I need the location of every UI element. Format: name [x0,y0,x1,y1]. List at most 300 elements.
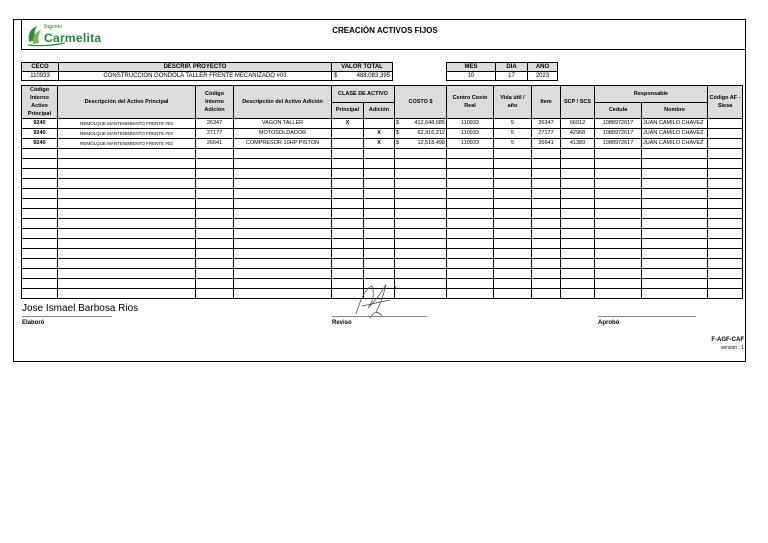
empty-cell [196,269,234,279]
empty-cell [642,289,708,299]
empty-cell [708,209,743,219]
empty-cell [332,239,364,249]
aprobo-label: Aprobó [598,320,620,326]
empty-cell [494,219,532,229]
cell-codigo-adicion: 26347 [196,119,234,129]
empty-cell [332,179,364,189]
empty-cell [22,179,58,189]
empty-cell [561,189,595,199]
empty-cell [494,249,532,259]
empty-cell [595,259,642,269]
empty-cell [22,159,58,169]
empty-cell [447,279,494,289]
empty-cell [22,209,58,219]
empty-cell [642,219,708,229]
empty-cell [532,169,561,179]
empty-cell [364,209,395,219]
col-scp: SCP / SCS [561,86,595,119]
cell-item: 27177 [532,129,561,139]
assets-table [21,85,743,299]
empty-cell [332,199,364,209]
col-responsable: Responsable [595,86,708,103]
empty-cell [234,229,332,239]
form-version: version : 1 [720,345,744,351]
empty-cell [58,169,196,179]
empty-cell [22,269,58,279]
mes-label: MES [447,63,496,72]
col-desc-principal: Descripción del Activo Principal [58,86,196,119]
empty-cell [196,179,234,189]
empty-cell [364,169,395,179]
cell-item: 26641 [532,139,561,149]
cell-currency: $ [396,120,400,126]
cell-af [708,119,743,129]
cell-adicion: X [364,129,395,139]
cell-desc-adicion: COMPRESOR 10HP PISTON [234,139,332,149]
empty-cell [234,269,332,279]
empty-cell [708,169,743,179]
empty-cell [532,179,561,189]
col-vida: Vida útil / año [494,86,532,119]
cell-currency: $ [396,130,400,136]
cell-desc: REMOLQUE MANTENIMIENTO FRENTE #03 [58,119,196,129]
empty-cell [22,149,58,159]
ceco-value: 110933 [22,72,59,81]
col-item: Item [532,86,561,119]
empty-cell [494,179,532,189]
cell-cedula: 1088972617 [595,119,642,129]
table-row [22,139,743,149]
empty-cell [494,209,532,219]
empty-cell [58,259,196,269]
empty-row [22,219,743,229]
cell-cedula: 1088972617 [595,139,642,149]
empty-cell [447,249,494,259]
empty-cell [595,249,642,259]
cell-centro: 110933 [447,119,494,129]
aprobo-line [598,316,696,317]
cell-desc: REMOLQUE MANTENIMIENTO FRENTE #03 [58,139,196,149]
empty-cell [595,219,642,229]
empty-cell [494,239,532,249]
empty-cell [532,159,561,169]
empty-cell [234,149,332,159]
cell-vida: 5 [494,139,532,149]
empty-cell [395,259,447,269]
empty-row [22,179,743,189]
empty-cell [494,199,532,209]
anio-label: AÑO [528,63,558,72]
empty-cell [708,269,743,279]
cell-scp: 66012 [561,119,595,129]
empty-cell [332,259,364,269]
empty-cell [234,239,332,249]
empty-cell [395,199,447,209]
cell-codigo: 9240 [22,139,58,149]
col-codigo-adicion: Código Interno Adición [196,86,234,119]
empty-cell [561,219,595,229]
empty-cell [561,289,595,299]
empty-cell [196,249,234,259]
col-nombre: Nombre [642,102,708,119]
empty-cell [364,149,395,159]
dia-label: DÍA [496,63,528,72]
empty-cell [58,199,196,209]
col-codigo-principal: Código Interno Activo Principal [22,86,58,119]
empty-cell [447,229,494,239]
empty-row [22,159,743,169]
empty-cell [708,279,743,289]
cell-centro: 110933 [447,139,494,149]
cell-currency: $ [396,140,400,146]
empty-cell [708,249,743,259]
empty-cell [561,269,595,279]
empty-cell [196,229,234,239]
cell-codigo-adicion: 27177 [196,129,234,139]
empty-cell [234,199,332,209]
empty-cell [395,149,447,159]
elaboro-label: Elaboró [22,320,45,326]
valor-currency: $ [332,72,343,81]
empty-cell [234,219,332,229]
empty-cell [447,269,494,279]
empty-cell [234,259,332,269]
empty-cell [332,229,364,239]
elaboro-name: Jose Ismael Barbosa Rios [22,303,139,314]
empty-cell [708,149,743,159]
valor-label: VALOR TOTAL [332,63,393,72]
cell-nombre: JUAN CAMILO CHAVEZ [642,139,708,149]
cell-costo-value: 62,916,212 [417,130,445,136]
col-adicion: Adición [364,102,395,119]
cell-item: 26347 [532,119,561,129]
empty-cell [395,229,447,239]
col-centro: Centro Costo Real [447,86,494,119]
empty-row [22,239,743,249]
cell-adicion: X [364,139,395,149]
empty-cell [395,209,447,219]
empty-cell [234,279,332,289]
empty-cell [532,269,561,279]
empty-cell [642,279,708,289]
cell-principal [332,129,364,139]
empty-cell [364,269,395,279]
empty-cell [196,219,234,229]
empty-row [22,249,743,259]
empty-cell [58,209,196,219]
empty-cell [364,219,395,229]
empty-cell [447,259,494,269]
empty-cell [58,289,196,299]
date-table [446,62,558,81]
empty-cell [364,189,395,199]
project-info-table [21,62,393,81]
empty-cell [642,159,708,169]
empty-cell [234,159,332,169]
empty-cell [532,249,561,259]
empty-row [22,209,743,219]
empty-cell [332,209,364,219]
cell-nombre: JUAN CAMILO CHAVEZ [642,119,708,129]
cell-desc-adicion: VAGON TALLER [234,119,332,129]
cell-desc: REMOLQUE MANTENIMIENTO FRENTE #03 [58,129,196,139]
empty-cell [196,289,234,299]
empty-cell [332,159,364,169]
empty-cell [22,239,58,249]
col-cedula: Cedula [595,102,642,119]
cell-af [708,129,743,139]
empty-cell [561,229,595,239]
empty-cell [642,259,708,269]
empty-cell [22,189,58,199]
empty-cell [595,269,642,279]
empty-row [22,169,743,179]
table-row [22,129,743,139]
empty-row [22,259,743,269]
empty-cell [234,209,332,219]
cell-principal: X [332,119,364,129]
empty-cell [58,249,196,259]
proyecto-value: CONSTRUCCION GONDOLA TALLER FRENTE MECANIZADO #03 [59,72,332,81]
empty-cell [332,219,364,229]
empty-cell [494,149,532,159]
empty-cell [561,209,595,219]
empty-cell [364,259,395,269]
cell-centro: 110933 [447,129,494,139]
empty-cell [595,279,642,289]
mes-value: 10 [447,72,496,81]
empty-cell [234,169,332,179]
empty-cell [532,229,561,239]
empty-cell [561,159,595,169]
empty-cell [532,279,561,289]
cell-cedula: 1088972617 [595,129,642,139]
empty-cell [58,219,196,229]
empty-cell [447,179,494,189]
empty-cell [395,239,447,249]
col-desc-adicion: Descripción del Activo Adición [234,86,332,119]
cell-costo [395,139,447,149]
empty-cell [494,189,532,199]
empty-cell [364,229,395,239]
empty-cell [561,279,595,289]
empty-cell [561,249,595,259]
cell-costo-value: 412,648,685 [414,120,445,126]
empty-cell [447,169,494,179]
empty-cell [447,189,494,199]
empty-cell [532,259,561,269]
empty-cell [22,199,58,209]
reviso-label: Reviso [332,320,352,326]
empty-row [22,199,743,209]
logo-subtitle: Ingenio [44,24,63,30]
empty-cell [332,149,364,159]
empty-cell [595,179,642,189]
form-code: F-AGF-CAF [711,337,744,343]
empty-cell [561,149,595,159]
empty-cell [642,229,708,239]
empty-cell [22,249,58,259]
col-codigo-af: Código AF - Siesa [708,86,743,119]
empty-cell [196,239,234,249]
reviso-line [332,316,427,317]
cell-principal [332,139,364,149]
empty-cell [196,169,234,179]
empty-cell [395,189,447,199]
empty-cell [708,189,743,199]
cell-codigo-adicion: 26641 [196,139,234,149]
elaboro-line [22,316,112,317]
empty-cell [447,159,494,169]
anio-value: 2023 [528,72,558,81]
proyecto-label: DESCRIP. PROYECTO [59,63,332,72]
empty-cell [196,279,234,289]
empty-cell [532,199,561,209]
empty-cell [561,239,595,249]
empty-cell [58,179,196,189]
cell-nombre: JUAN CAMILO CHAVEZ [642,129,708,139]
empty-cell [364,179,395,189]
cell-codigo: 9240 [22,129,58,139]
empty-cell [234,179,332,189]
empty-row [22,269,743,279]
empty-cell [395,219,447,229]
empty-cell [447,239,494,249]
cell-vida: 5 [494,119,532,129]
empty-cell [708,289,743,299]
empty-cell [22,279,58,289]
cell-costo [395,129,447,139]
empty-cell [532,209,561,219]
empty-cell [447,149,494,159]
empty-cell [196,199,234,209]
cell-costo-value: 12,518,498 [417,140,445,146]
empty-cell [561,179,595,189]
empty-cell [22,219,58,229]
empty-cell [332,169,364,179]
empty-row [22,229,743,239]
empty-cell [494,269,532,279]
empty-cell [595,199,642,209]
empty-cell [494,259,532,269]
empty-cell [58,269,196,279]
empty-cell [196,149,234,159]
empty-cell [58,159,196,169]
cell-af [708,139,743,149]
cell-desc-adicion: MOTOSOLDADOR [234,129,332,139]
empty-cell [332,269,364,279]
empty-cell [532,149,561,159]
empty-cell [58,149,196,159]
empty-cell [494,229,532,239]
empty-cell [595,289,642,299]
empty-cell [395,159,447,169]
empty-cell [708,179,743,189]
empty-cell [561,169,595,179]
empty-cell [364,249,395,259]
empty-cell [708,229,743,239]
empty-cell [447,199,494,209]
cell-codigo: 9240 [22,119,58,129]
empty-cell [642,199,708,209]
empty-cell [595,159,642,169]
empty-cell [494,169,532,179]
empty-row [22,149,743,159]
empty-cell [364,159,395,169]
empty-cell [642,189,708,199]
empty-cell [58,279,196,289]
empty-cell [395,249,447,259]
col-principal: Principal [332,102,364,119]
empty-cell [595,149,642,159]
empty-cell [395,169,447,179]
empty-cell [58,189,196,199]
cell-vida: 5 [494,129,532,139]
empty-cell [532,189,561,199]
empty-cell [708,219,743,229]
empty-cell [234,189,332,199]
empty-cell [494,159,532,169]
cell-adicion [364,119,395,129]
table-row [22,119,743,129]
empty-cell [532,239,561,249]
empty-cell [332,189,364,199]
page-title: CREACIÓN ACTIVOS FIJOS [332,26,438,35]
empty-cell [494,279,532,289]
empty-cell [595,189,642,199]
empty-cell [22,169,58,179]
col-costo: COSTO $ [395,86,447,119]
empty-cell [561,199,595,209]
empty-cell [642,179,708,189]
empty-cell [196,189,234,199]
empty-cell [642,249,708,259]
empty-cell [494,289,532,299]
logo-title: Carmelita [44,31,102,45]
empty-cell [708,259,743,269]
empty-cell [708,239,743,249]
empty-cell [447,289,494,299]
empty-cell [642,239,708,249]
empty-cell [447,209,494,219]
empty-row [22,189,743,199]
empty-cell [58,239,196,249]
empty-cell [196,259,234,269]
empty-cell [532,289,561,299]
empty-cell [364,199,395,209]
empty-cell [595,229,642,239]
dia-value: 17 [496,72,528,81]
ceco-label: CECO [22,63,59,72]
empty-cell [642,269,708,279]
cell-scp: 42968 [561,129,595,139]
empty-cell [532,219,561,229]
empty-cell [595,169,642,179]
empty-cell [234,249,332,259]
empty-cell [395,269,447,279]
empty-cell [708,199,743,209]
empty-cell [22,229,58,239]
empty-cell [332,249,364,259]
empty-cell [234,289,332,299]
empty-cell [395,179,447,189]
empty-cell [642,209,708,219]
cell-scp: 41389 [561,139,595,149]
cell-costo [395,119,447,129]
empty-cell [642,149,708,159]
empty-cell [196,159,234,169]
empty-cell [561,259,595,269]
